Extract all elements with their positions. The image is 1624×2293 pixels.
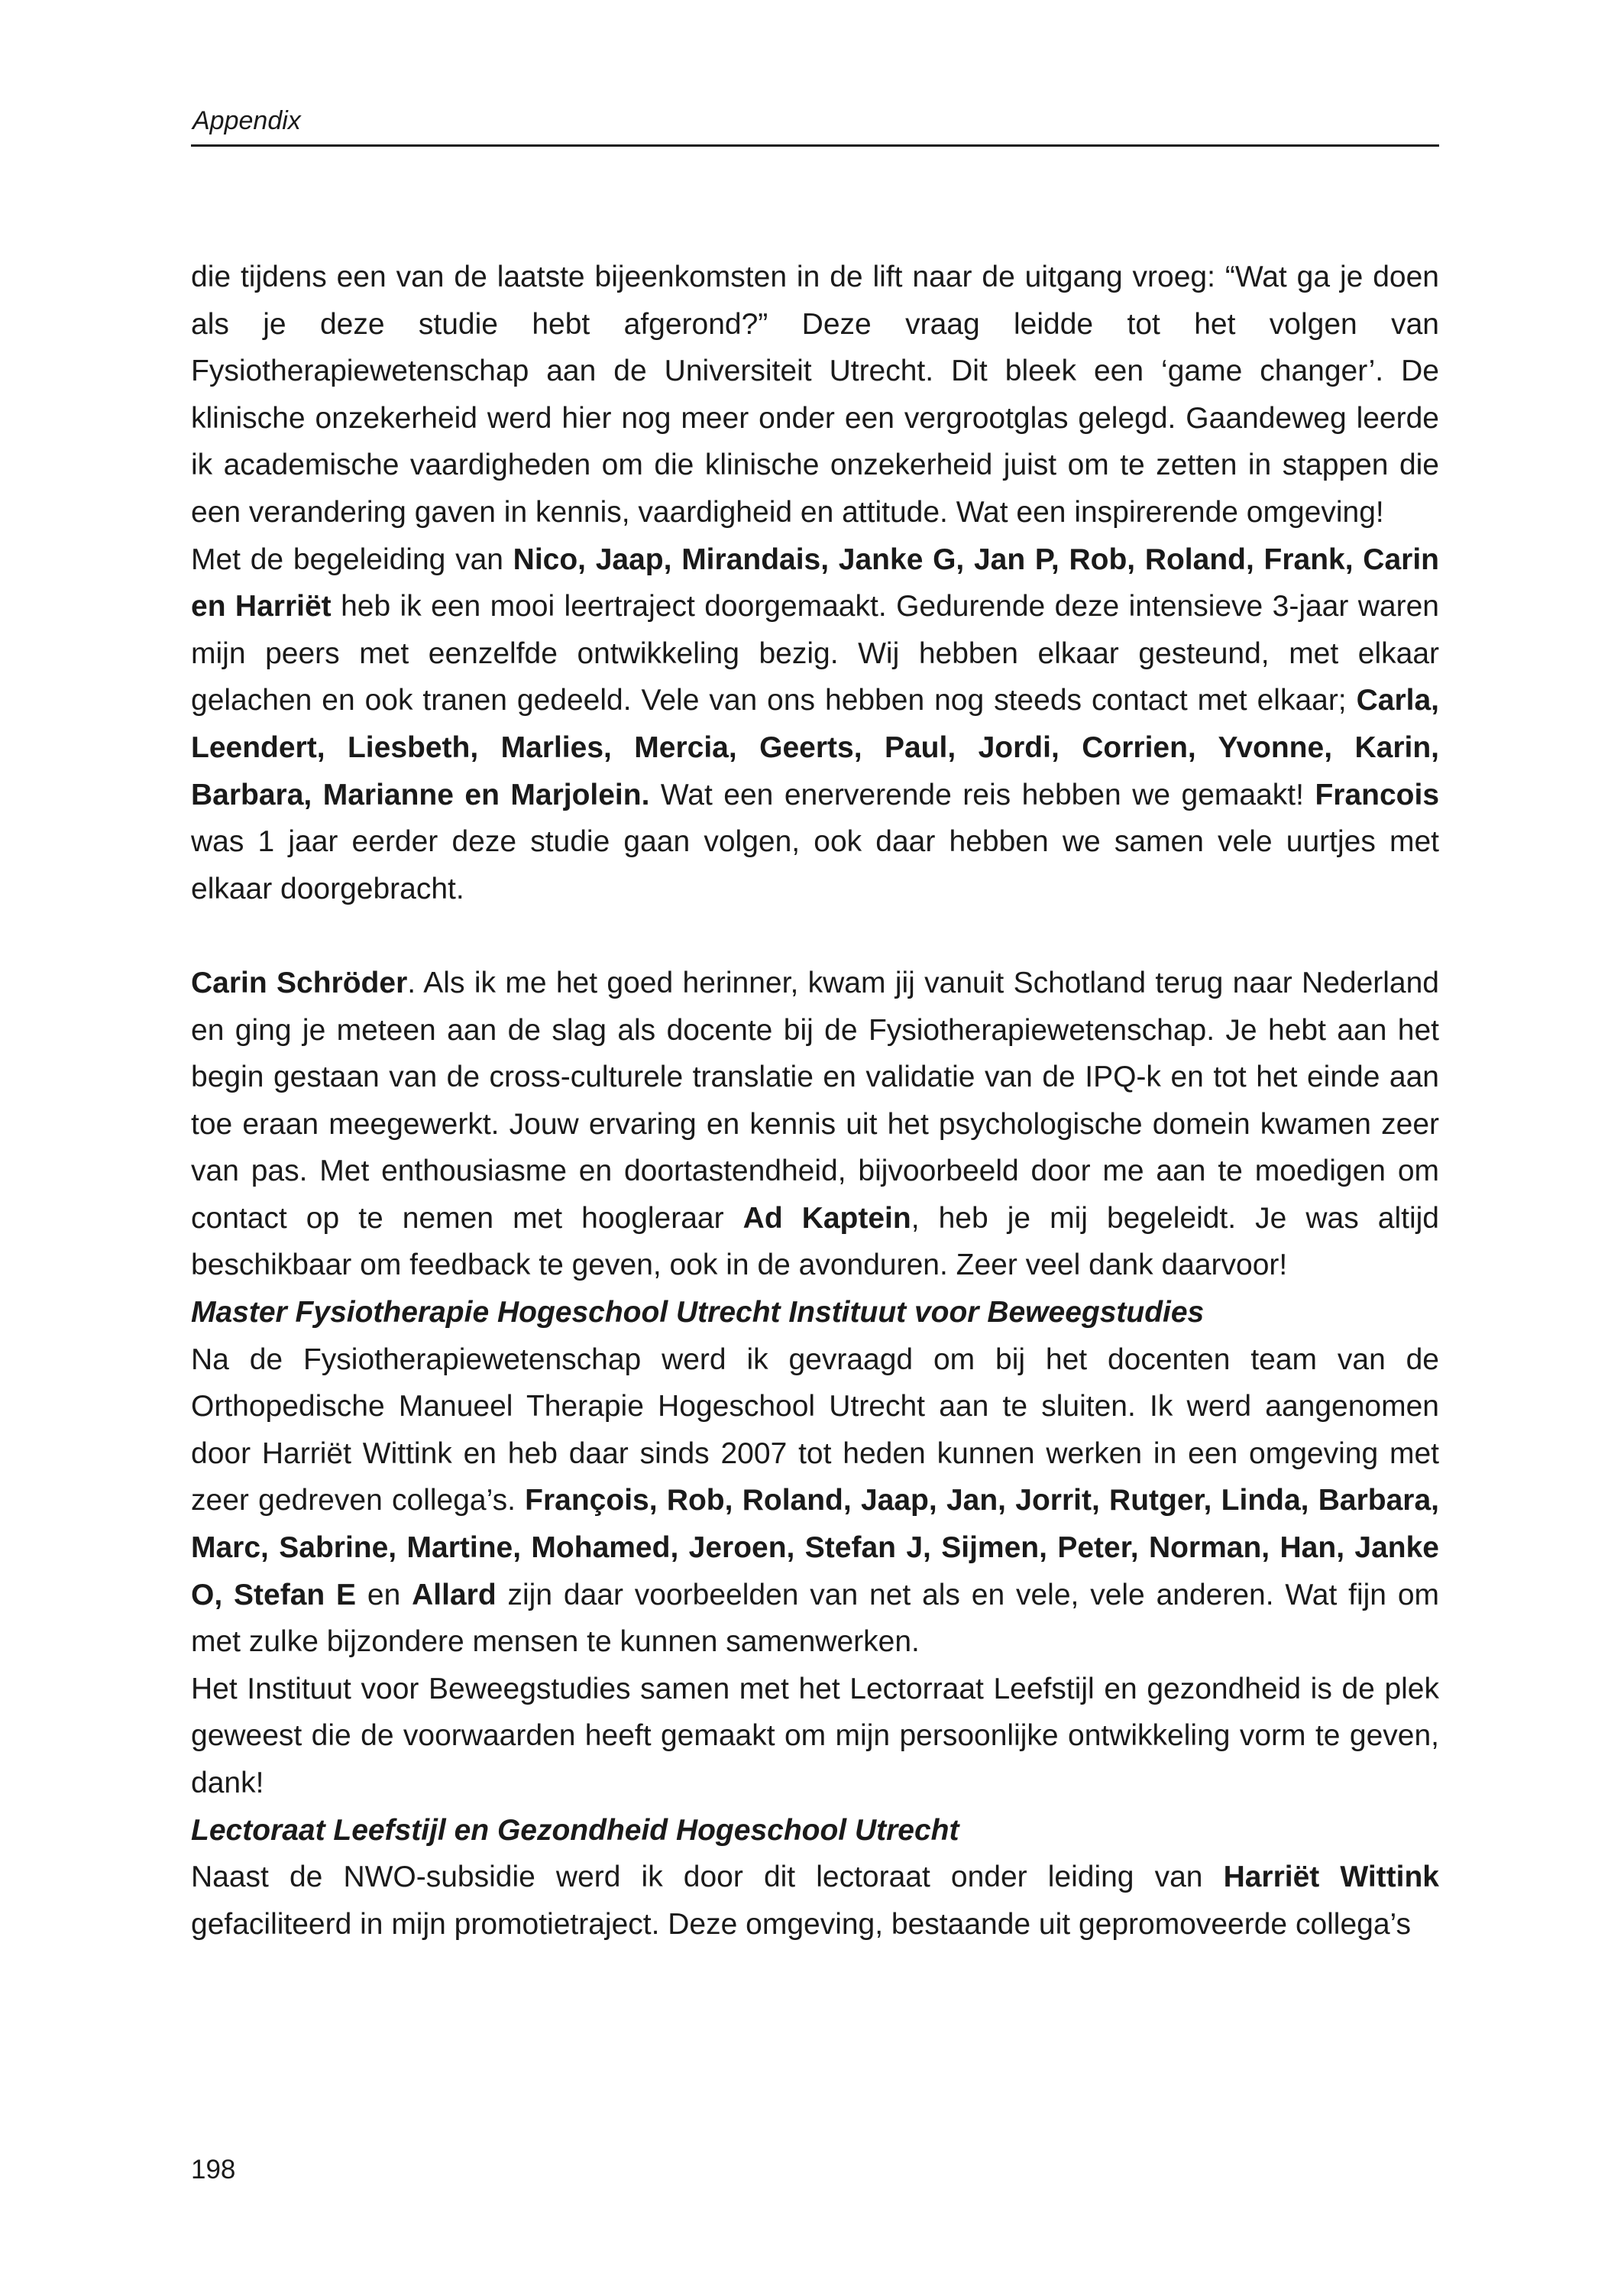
paragraph-text: Met de begeleiding van (191, 542, 513, 576)
paragraph-1 (191, 254, 1439, 536)
page-number: 198 (191, 2155, 236, 2185)
bold-name: Carin Schröder (191, 966, 408, 999)
paragraph-text: heb ik een mooi leertraject doorgemaakt. Gedurende deze intensieve 3-jaar waren mijn peers met eenzelfde ontwikkeling bezig. Wij hebben elkaar gesteund, met elkaar gelachen en ook tranen gedeeld. Vele van ons hebben nog steeds contact met elkaar; (191, 590, 1439, 717)
paragraph-text: gefaciliteerd in mijn promotietraject. Deze omgeving, bestaande uit gepromoveerde collega’s (191, 1907, 1412, 1941)
bold-name: Francois (1315, 778, 1440, 811)
bold-name: Ad Kaptein (742, 1201, 911, 1235)
bold-names: François, Rob, Roland, Jaap, Jan, Jorrit, Rutger, Linda, Barbara, Marc, Sabrine, Martine, Mohamed, Jeroen, Stefan J, Sijmen, Peter, Norman, Han, Janke O, Stefan E (191, 1484, 1439, 1611)
section-heading-lectoraat: Lectoraat Leefstijl en Gezondheid Hogeschool Utrecht (191, 1813, 959, 1847)
running-header (191, 102, 1439, 147)
paragraph-3 (191, 960, 1439, 1289)
bold-names: Nico, Jaap, Mirandais, Janke G, Jan P, Rob, Roland, Frank, Carin en Harriët (191, 542, 1439, 623)
section-heading-master: Master Fysiotherapie Hogeschool Utrecht Instituut voor Beweegstudies (191, 1296, 1205, 1329)
paragraph-text: , heb je mij begeleidt. Je was altijd beschikbaar om feedback te geven, ook in de avonduren. Zeer veel dank daarvoor! (191, 1201, 1439, 1282)
paragraph-5 (191, 1666, 1439, 1807)
paragraph-6 (191, 1854, 1439, 1948)
paragraph-text: Na de Fysiotherapiewetenschap werd ik gevraagd om bij het docenten team van de Orthopedische Manueel Therapie Hogeschool Utrecht aan te sluiten. Ik werd aangenomen door Harriët Wittink en heb daar sinds 2007 tot heden kunnen werken in een omgeving met zeer gedreven collega’s. (191, 1342, 1439, 1517)
paragraph-4 (191, 1336, 1439, 1666)
paragraph-text: die tijdens een van de laatste bijeenkomsten in de lift naar de uitgang vroeg: “Wat ga je doen als je deze studie hebt afgerond?” Deze vraag leidde tot het volgen van Fysiotherapiewetenschap aan de Universiteit Utrecht. Dit bleek een ‘game changer’. De klinische onzekerheid werd hier nog meer onder een vergrootglas gelegd. Gaandeweg leerde ik academische vaardigheden om die klinische onzekerheid juist om te zetten in stappen die een verandering gaven in kennis, vaardigheid en attitude. Wat een inspirerende omgeving! (191, 261, 1439, 529)
bold-name: Allard (412, 1578, 497, 1611)
bold-name: Harriët Wittink (1223, 1861, 1440, 1894)
header-title: Appendix (192, 106, 301, 135)
body-text (191, 254, 1439, 1948)
paragraph-2 (191, 536, 1439, 913)
bold-names: Carla, Leendert, Liesbeth, Marlies, Mercia, Geerts, Paul, Jordi, Corrien, Yvonne, Karin, Barbara, Marianne en Marjolein. (191, 684, 1439, 811)
paragraph-text: Naast de NWO-subsidie werd ik door dit lectoraat onder leiding van (191, 1861, 1224, 1894)
paragraph-text: Wat een enerverende reis hebben we gemaakt! (649, 778, 1315, 811)
paragraph-text: . Als ik me het goed herinner, kwam jij vanuit Schotland terug naar Nederland en ging je meteen aan de slag als docente bij de Fysiotherapiewetenschap. Je hebt aan het begin gestaan van de cross-culturele translatie en validatie van de IPQ-k en tot het einde aan toe eraan meegewerkt. Jouw ervaring en kennis uit het psychologische domein kwamen zeer van pas. Met enthousiasme en doortastendheid, bijvoorbeeld door me aan te moedigen om contact op te nemen met hoogleraar (191, 966, 1439, 1235)
paragraph-text: Het Instituut voor Beweegstudies samen met het Lectorraat Leefstijl en gezondheid is de plek geweest die de voorwaarden heeft gemaakt om mijn persoonlijke ontwikkeling vorm te geven, dank! (191, 1672, 1439, 1799)
paragraph-text: was 1 jaar eerder deze studie gaan volgen, ook daar hebben we samen vele uurtjes met elkaar doorgebracht. (191, 825, 1439, 905)
paragraph-text: en (356, 1578, 412, 1611)
paragraph-text: zijn daar voorbeelden van net als en vele, vele anderen. Wat fijn om met zulke bijzondere mensen te kunnen samenwerken. (191, 1578, 1440, 1659)
